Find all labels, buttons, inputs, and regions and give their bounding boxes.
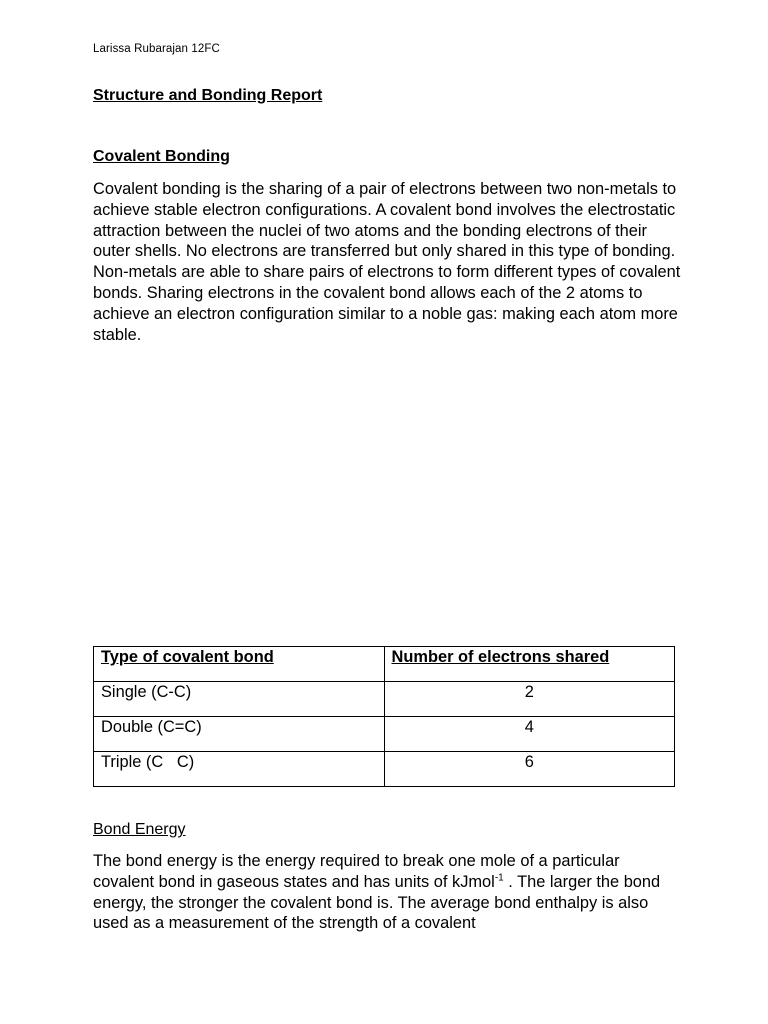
header-bond-type: Type of covalent bond: [94, 647, 385, 682]
bond-energy-paragraph: [93, 851, 683, 934]
electrons-cell: 2: [384, 682, 674, 717]
bond-energy-unit-superscript: -1: [494, 872, 504, 884]
table-row: [94, 752, 675, 787]
electrons-cell: 4: [384, 717, 674, 752]
bond-type-cell: Double (C=C): [94, 717, 385, 752]
covalent-bonding-paragraph: Covalent bonding is the sharing of a pair of electrons between two non-metals to achieve stable electron configurations. A covalent bond involves the electrostatic attraction between the nuclei of two atoms and the bonding electrons of their outer shells. No electrons are transferred but only shared in this type of bonding. Non-metals are able to share pairs of electrons to form different types of covalent bonds. Sharing electrons in the covalent bond allows each of the 2 atoms to achieve an electron configuration similar to a noble gas: making each atom more stable.: [93, 180, 681, 344]
bond-type-cell: Single (C-C): [94, 682, 385, 717]
author-line: Larissa Rubarajan 12FC: [93, 43, 220, 55]
header-electrons-shared: Number of electrons shared: [384, 647, 674, 682]
bond-energy-text-part1: The bond energy is the energy required to break one mole of a particular covalent bond in gaseous states and has units of kJmol: [93, 852, 620, 891]
report-title: Structure and Bonding Report: [93, 87, 323, 104]
table-row: [94, 717, 675, 752]
bond-type-table: [93, 646, 675, 787]
bond-energy-text-part2: . The larger the bond energy, the stronger the covalent bond is. The average bond enthalpy is also used as a measurement of the strength of a covalent: [93, 872, 661, 933]
covalent-bonding-heading: Covalent Bonding: [93, 148, 230, 165]
table-row: [94, 682, 675, 717]
bond-energy-heading: Bond Energy: [93, 821, 186, 838]
bond-type-cell: Triple (C C): [94, 752, 385, 787]
table-header-row: [94, 647, 675, 682]
electrons-cell: 6: [384, 752, 674, 787]
